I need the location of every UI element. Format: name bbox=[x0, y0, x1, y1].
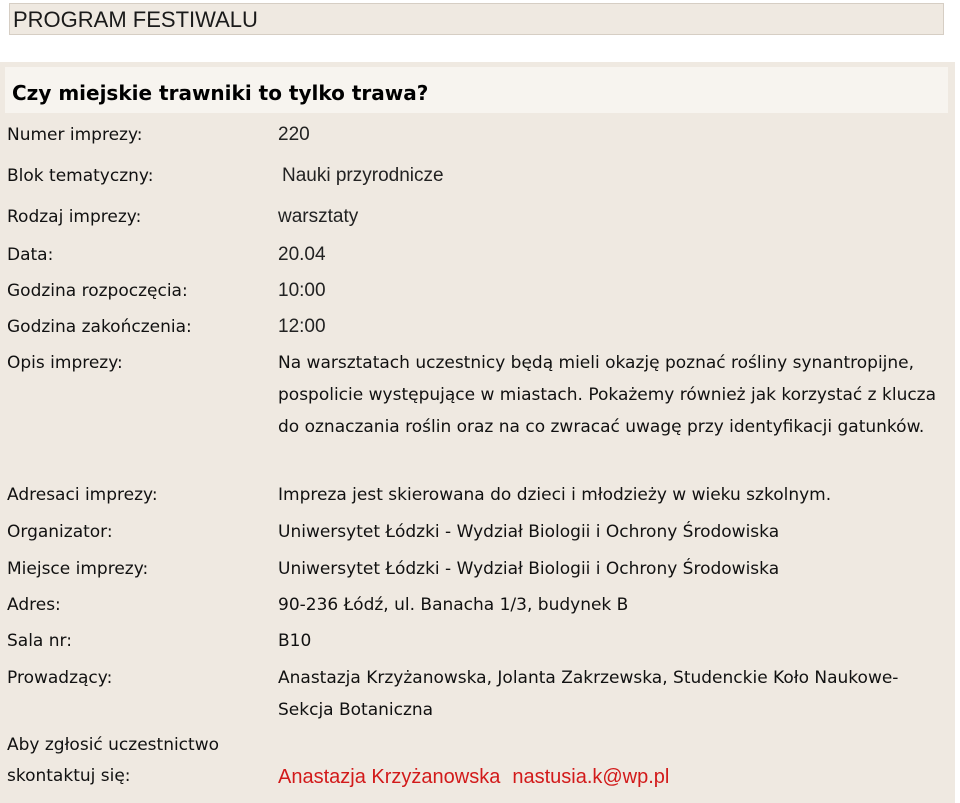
field-value-godzina-start: 10:00 bbox=[278, 280, 326, 301]
field-label-rodzaj: Rodzaj imprezy: bbox=[7, 207, 142, 227]
field-value-sala: B10 bbox=[278, 631, 312, 651]
field-value-opis: Na warsztatach uczestnicy będą mieli okazję poznać rośliny synantropijne, pospolicie występujące w miastach. Pokażemy również jak korzystać z klucza do oznaczania roślin oraz na co zwracać uwagę przy identyfikacji gatunków. bbox=[278, 353, 937, 437]
field-label-adresaci: Adresaci imprezy: bbox=[7, 485, 158, 505]
field-label-sala: Sala nr: bbox=[7, 631, 72, 651]
event-title-bar bbox=[5, 67, 948, 113]
page-header bbox=[9, 3, 944, 35]
field-value-data: 20.04 bbox=[278, 244, 326, 265]
field-value-adresaci: Impreza jest skierowana do dzieci i młodzieży w wieku szkolnym. bbox=[278, 485, 832, 505]
field-label-prowadzacy: Prowadzący: bbox=[7, 668, 113, 688]
contact-info bbox=[278, 761, 950, 793]
field-value-godzina-end: 12:00 bbox=[278, 316, 326, 337]
contact-name: Anastazja Krzyżanowska bbox=[278, 766, 501, 788]
contact-email[interactable]: nastusia.k@wp.pl bbox=[512, 766, 670, 788]
field-label-adres: Adres: bbox=[7, 595, 61, 615]
field-label-organizator: Organizator: bbox=[7, 522, 113, 542]
field-value-blok: Nauki przyrodnicze bbox=[282, 165, 444, 186]
field-label-miejsce: Miejsce imprezy: bbox=[7, 559, 149, 579]
field-value-organizator: Uniwersytet Łódzki - Wydział Biologii i Ochrony Środowiska bbox=[278, 522, 780, 542]
field-label-godzina-end: Godzina zakończenia: bbox=[7, 317, 192, 337]
field-value-miejsce: Uniwersytet Łódzki - Wydział Biologii i Ochrony Środowiska bbox=[278, 559, 780, 579]
field-label-blok: Blok tematyczny: bbox=[7, 166, 154, 186]
field-label-zgloszenie: Aby zgłosić uczestnictwo skontaktuj się: bbox=[7, 735, 220, 786]
field-label-opis: Opis imprezy: bbox=[7, 353, 123, 373]
field-value-adres: 90-236 Łódź, ul. Banacha 1/3, budynek B bbox=[278, 595, 629, 615]
event-title: Czy miejskie trawniki to tylko trawa? bbox=[12, 81, 429, 105]
field-value-prowadzacy: Anastazja Krzyżanowska, Jolanta Zakrzewska, Studenckie Koło Naukowe- Sekcja Botaniczna bbox=[278, 668, 899, 720]
field-value-rodzaj: warsztaty bbox=[278, 206, 359, 227]
event-card bbox=[0, 62, 955, 803]
field-label-numer: Numer imprezy: bbox=[7, 125, 143, 145]
field-value-numer: 220 bbox=[278, 124, 310, 145]
field-label-godzina-start: Godzina rozpoczęcia: bbox=[7, 281, 188, 301]
page-title: PROGRAM FESTIWALU bbox=[13, 7, 258, 32]
field-label-data: Data: bbox=[7, 245, 54, 265]
